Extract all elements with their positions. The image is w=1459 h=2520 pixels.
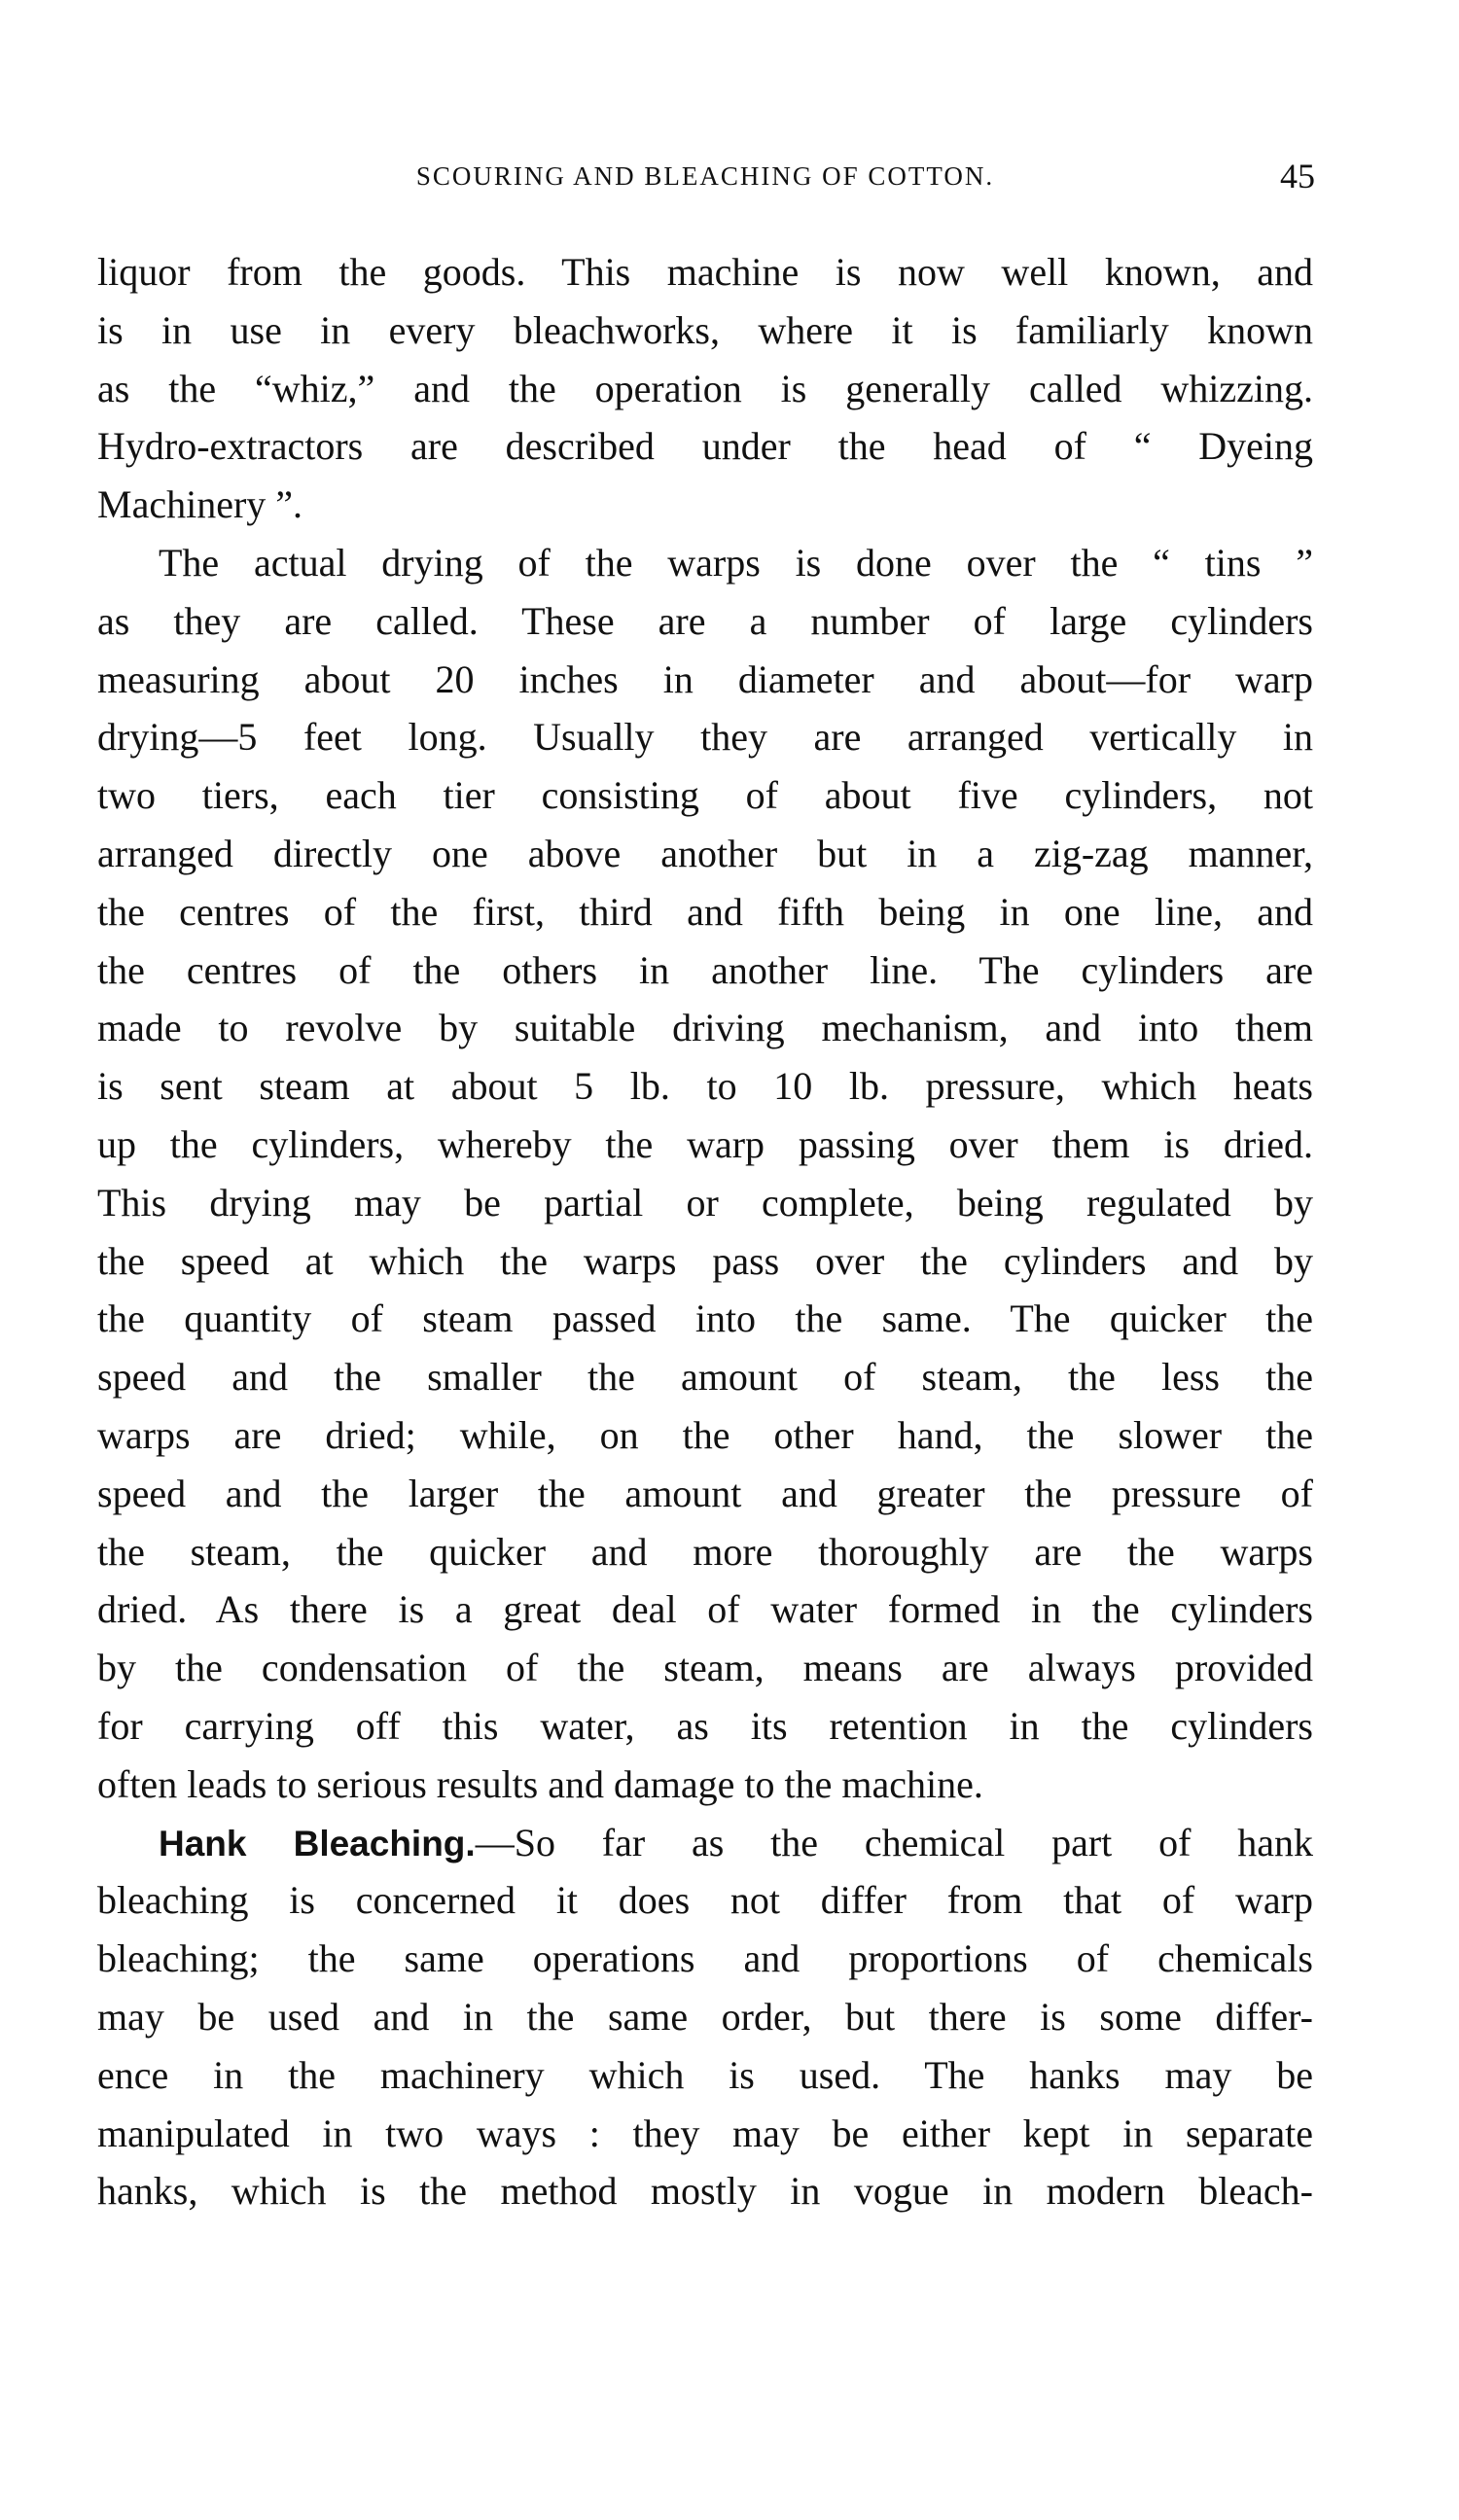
text-line: Hydro-extractors are described under the head of “ Dyeing: [97, 424, 1313, 469]
text-line: often leads to serious results and damage to the machine.: [97, 1761, 983, 1806]
text-line: made to revolve by suitable driving mechanism, and into them: [97, 1006, 1313, 1050]
text-line: as they are called. These are a number of large cylinders: [97, 598, 1313, 643]
text-line: the speed at which the warps pass over the cylinders and by: [97, 1238, 1313, 1283]
text-line: by the condensation of the steam, means are always provided: [97, 1646, 1313, 1690]
text-line: two tiers, each tier consisting of about five cylinders, not: [97, 773, 1313, 818]
section-run-in-heading: Hank Bleaching.: [159, 1823, 476, 1863]
text-line: up the cylinders, whereby the warp passing over them is dried.: [97, 1122, 1313, 1166]
text-line: speed and the larger the amount and greater the pressure of: [97, 1471, 1313, 1515]
text-line-content: —So far as the chemical part of hank: [475, 1820, 1313, 1864]
text-line: the centres of the first, third and fifth being in one line, and: [97, 889, 1313, 934]
text-line: the centres of the others in another line. The cylinders are: [97, 947, 1313, 992]
text-line: as the “whiz,” and the operation is generally called whizzing.: [97, 366, 1313, 410]
text-line: the steam, the quicker and more thoroughly are the warps: [97, 1529, 1313, 1574]
text-line: may be used and in the same order, but there is some differ-: [97, 1995, 1313, 2039]
running-header: SCOURING AND BLEACHING OF COTTON.: [415, 161, 995, 191]
page-number: 45: [1280, 157, 1315, 195]
text-line: This drying may be partial or complete, being regulated by: [97, 1180, 1313, 1225]
text-line: bleaching; the same operations and proportions of chemicals: [97, 1936, 1313, 1981]
text-line: Machinery ”.: [97, 482, 303, 527]
text-line: arranged directly one above another but in a zig-zag manner,: [97, 832, 1313, 875]
text-line: measuring about 20 inches in diameter and about—for warp: [97, 657, 1313, 701]
text-line: is in use in every bleachworks, where it is familiarly known: [97, 307, 1313, 352]
text-line: liquor from the goods. This machine is now well known, and: [97, 250, 1313, 294]
text-line: ence in the machinery which is used. The hanks may be: [97, 2052, 1313, 2097]
text-line: the quantity of steam passed into the same. The quicker the: [97, 1296, 1313, 1341]
text-line: dried. As there is a great deal of water formed in the cylinders: [97, 1587, 1313, 1632]
text-line: manipulated in two ways : they may be either kept in separate: [97, 2111, 1313, 2155]
text-line: bleaching is concerned it does not differ from that of warp: [97, 1878, 1313, 1923]
text-line: speed and the smaller the amount of steam, the less the: [97, 1355, 1313, 1400]
text-line: warps are dried; while, on the other hand, the slower the: [97, 1413, 1313, 1457]
text-line: is sent steam at about 5 lb. to 10 lb. pressure, which heats: [97, 1064, 1313, 1109]
text-line: The actual drying of the warps is done over the “ tins ”: [159, 541, 1313, 585]
text-line: hanks, which is the method mostly in vogue in modern bleach-: [97, 2169, 1313, 2214]
text-line: drying—5 feet long. Usually they are arranged vertically in: [97, 715, 1313, 760]
text-line: for carrying off this water, as its retention in the cylinders: [97, 1704, 1313, 1748]
text-line: [159, 1820, 1313, 1867]
